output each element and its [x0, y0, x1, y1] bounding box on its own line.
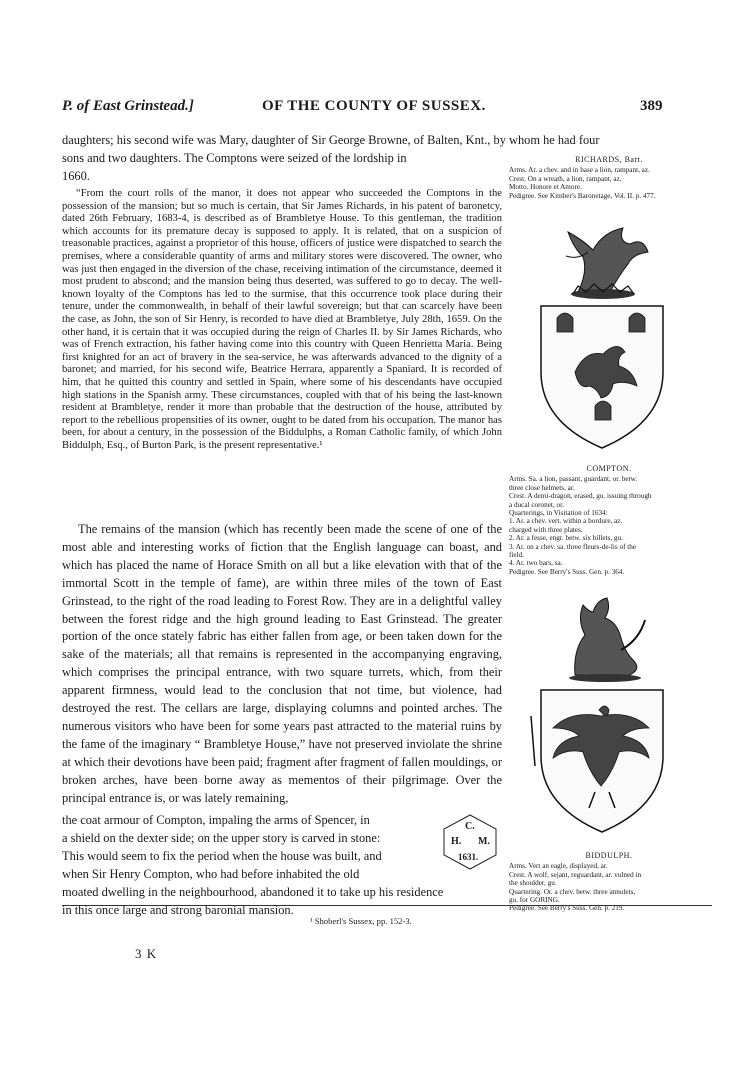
running-head-title: OF THE COUNTY OF SUSSEX.	[262, 98, 486, 114]
biddulph-blazon	[509, 852, 709, 913]
quoted-passage	[62, 188, 502, 452]
richards-caption: RICHARDS, Bart.	[575, 155, 643, 164]
body-line-c: This would seem to fix the period when the house was built, and	[62, 849, 382, 863]
text-line-2: sons and two daughters. The Comptons were seized of the lordship in	[62, 151, 407, 165]
biddulph-line: Crest. A wolf, sejant, reguardant, ar. vulned in	[509, 870, 642, 879]
inscription-right: M.	[478, 836, 490, 847]
compton-line: Quarterings, in Visitation of 1634:	[509, 509, 608, 518]
compton-line: 4. Ar. two bars, sa.	[509, 559, 563, 568]
inscription-year: 1631.	[458, 852, 479, 862]
compton-line: Crest. A demi-dragon, erased, gu. issuing through	[509, 492, 652, 501]
compton-line: 3. Ar. on a chev. sa. three fleurs-de-lis of the	[509, 542, 637, 551]
biddulph-line: the shoulder, gu.	[509, 879, 557, 888]
biddulph-line: Arms. Vert an eagle, displayed, ar.	[509, 862, 608, 871]
compton-line: 2. Ar. a fesse, engr. betw. six billets, gu.	[509, 534, 623, 543]
compton-shield-icon	[537, 302, 667, 452]
compton-line: 1. Ar. a chev. vert. within a bordure, az.	[509, 517, 623, 526]
dragon-crest-icon	[548, 222, 658, 302]
eagle-shield-icon	[527, 686, 677, 836]
text-line-1: daughters; his second wife was Mary, daughter of Sir George Browne, of Balten, Knt., by whom he had four	[62, 133, 600, 147]
richards-line: Motto. Honore et Amore.	[509, 183, 582, 192]
richards-line: Pedigree. See Kimber's Baronetage, Vol. II. p. 477.	[509, 191, 656, 200]
body-line-f: in this once large and strong baronial mansion.	[62, 903, 294, 917]
compton-caption: COMPTON.	[586, 464, 632, 473]
biddulph-line: gu. for GORING.	[509, 896, 560, 905]
compton-line: charged with three plates.	[509, 525, 583, 534]
biddulph-line: Pedigree. See Berry's Suss. Gen. p. 219.	[509, 904, 625, 913]
compton-blazon	[509, 465, 709, 576]
inscription-left: H.	[451, 836, 462, 847]
richards-blazon	[509, 156, 709, 200]
compton-line: Arms. Sa. a lion, passant, guardant, or. betw.	[509, 475, 638, 484]
inscription-hexagon	[442, 813, 498, 871]
wolf-crest-icon	[555, 590, 655, 685]
page-number: 389	[640, 98, 663, 114]
footnote-rule	[62, 905, 712, 906]
compton-line: Pedigree. See Berry's Suss. Gen. p. 364.	[509, 567, 625, 576]
biddulph-caption: BIDDULPH.	[585, 851, 633, 860]
quote-paragraph: “From the court rolls of the manor, it does not appear who succeeded the Comptons in the possession of the mansion; but so much is certain, that Sir James Richards, in his patent of baronetcy, dated 26th February, 1683-4, is described as of Brambletye House. To this gentleman, the tradition which accounts for its premature decay is supposed to apply. It is related, that on a suspicion of treasonable practices, against a proprietor of this house, officers of justice were dispatched to search the premises, where a considerable quantity of arms and military stores were discovered. The owner, who was just then engaged in the diversion of the chase, receiving intimation of the circumstance, deemed it most prudent to abscond; and the mansion being thus deserted, was suffered to go to decay. The well-known loyalty of the Comptons has led to the surmise, that this occurrence took place during their tenure, under the commonwealth, in behalf of their lawful sovereign; but that can scarcely have been the case, as John, the son of Sir Henry, is recorded to have died at Brambletye, July 28th, 1659. On the other hand, it is certain that it was occupied during the reign of Charles II. by Sir James Richards, who was of French extraction, his father having come into this country with Queen Henrietta Maria. Being first knighted for an act of bravery in the sea-service, he was afterwards advanced to the dignity of a baronet; and married, for his second wife, Beatrice Herrara, apparently a Spaniard. It is recorded of him, that he quitted this country and settled in Spain, where some of his descendants have occupied high stations in the Spanish army. These circumstances, coupled with that of his being the last-known resident at Brambletye, render it more than probable that the destruction of the house, attributed by report to the rebellious propensities of its owner, ought to be dated from his occupation. The manor has been, for about a century, in the possession of the Biddulphs, a Roman Catholic family, of which John Biddulph, Esq., of Burton Park, is the present representative.¹	[62, 188, 502, 451]
compton-line: three close helmets, ar.	[509, 483, 575, 492]
signature-mark: 3 K	[135, 946, 158, 961]
body-paragraph	[62, 521, 502, 808]
body-line-e: moated dwelling in the neighbourhood, abandoned it to take up his residence	[62, 885, 444, 899]
body-line-b: a shield on the dexter side; on the upper story is carved in stone:	[62, 831, 381, 845]
body-text: The remains of the mansion (which has recently been made the scene of one of the most able and interesting works of fiction that the English language can boast, and which has placed the name of Horace Smith on all but a like elevation with that of the immortal Scott in the temple of fame), are within three miles of the town of East Grinstead, to the right of the road leading to Forest Row. They are in a delightful valley between the forest ridge and the high ground leading to East Grinstead. The greater portion of the once stately fabric has either fallen from age, or been taken down for the sake of the materials; all that remains is represented in the accompanying engraving, which comprises the principal entrance, with two square turrets, which, from their apparent firmness, would lead to the conclusion that not time, but violence, had destroyed the rest. The cellars are large, displaying columns and pointed arches. The numerous visitors who have been for some years past attracted to the material ruins by the fame of the imaginary “ Brambletye House,” have not preserved inviolate the shrine at which their devotions have been paid; fragment after fragment of fallen mouldings, or broken arches, have been borne away as mementos of their pilgrimage. Over the principal entrance is, or was lately remaining,	[62, 522, 502, 805]
compton-line: a ducal coronet, or.	[509, 500, 564, 509]
biddulph-line: Quartering. Or. a chev. betw. three annulets,	[509, 887, 636, 896]
richards-line: Crest. On a wreath, a lion, rampant, az.	[509, 174, 622, 183]
body-line-d: when Sir Henry Compton, who had before inhabited the old	[62, 867, 360, 881]
richards-line: Arms. Ar. a chev. and in base a lion, rampant, az.	[509, 166, 650, 175]
footnote: ¹ Shoberl's Sussex, pp. 152-3.	[310, 916, 412, 926]
inscription-top: C.	[465, 821, 475, 832]
running-head-left: P. of East Grinstead.]	[62, 98, 194, 114]
compton-line: field.	[509, 551, 524, 560]
text-line-3: 1660.	[62, 169, 90, 183]
body-line-a: the coat armour of Compton, impaling the arms of Spencer, in	[62, 813, 370, 827]
